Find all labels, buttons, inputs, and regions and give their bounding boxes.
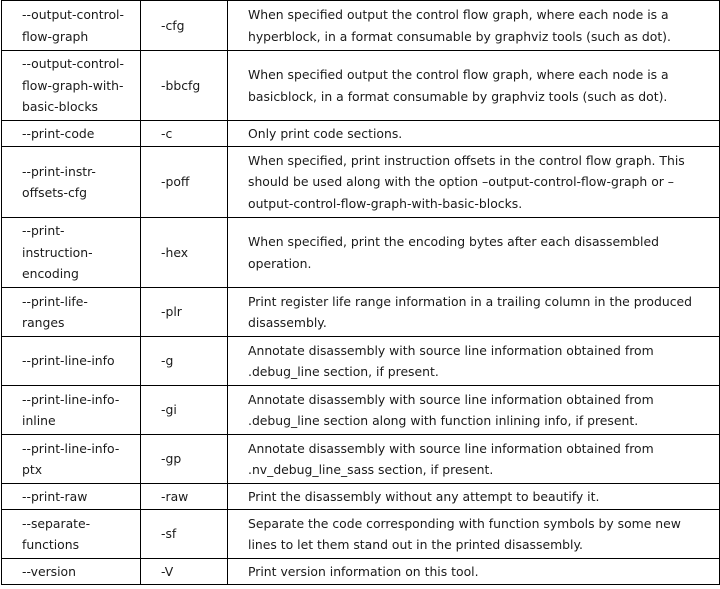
table-row (2, 435, 720, 484)
option-name: --print-life-ranges (2, 288, 141, 337)
table-row (2, 559, 720, 585)
option-description: Annotate disassembly with source line information obtained from .nv_debug_line_sass section, if present. (228, 435, 720, 484)
option-name: --separate-functions (2, 510, 141, 559)
option-short: -V (141, 559, 228, 585)
table-row (2, 147, 720, 218)
options-table (1, 0, 720, 585)
option-description: When specified output the control flow graph, where each node is a hyperblock, in a format consumable by graphviz tools (such as dot). (228, 1, 720, 51)
option-name: --print-raw (2, 484, 141, 510)
option-description: Print version information on this tool. (228, 559, 720, 585)
option-name: --version (2, 559, 141, 585)
option-name: --print-instr-offsets-cfg (2, 147, 141, 218)
option-short: -sf (141, 510, 228, 559)
option-short: -gp (141, 435, 228, 484)
option-short: -gi (141, 386, 228, 435)
options-table-body (2, 1, 720, 585)
option-description: Separate the code corresponding with function symbols by some new lines to let them stand out in the printed disassembly. (228, 510, 720, 559)
table-row (2, 484, 720, 510)
option-short: -c (141, 121, 228, 147)
option-short: -poff (141, 147, 228, 218)
table-row (2, 288, 720, 337)
option-name: --print-instruction-encoding (2, 218, 141, 288)
table-row (2, 1, 720, 51)
option-name: --output-control-flow-graph-with-basic-blocks (2, 51, 141, 121)
option-name: --output-control-flow-graph (2, 1, 141, 51)
table-row (2, 386, 720, 435)
option-description: Annotate disassembly with source line information obtained from .debug_line section along with function inlining info, if present. (228, 386, 720, 435)
option-short: -hex (141, 218, 228, 288)
option-description: When specified, print instruction offsets in the control flow graph. This should be used along with the option –output-control-flow-graph or –output-control-flow-graph-with-basic-blocks. (228, 147, 720, 218)
option-short: -raw (141, 484, 228, 510)
table-row (2, 218, 720, 288)
option-description: When specified, print the encoding bytes after each disassembled operation. (228, 218, 720, 288)
option-name: --print-line-info-inline (2, 386, 141, 435)
option-description: Only print code sections. (228, 121, 720, 147)
option-name: --print-code (2, 121, 141, 147)
table-row (2, 337, 720, 386)
option-name: --print-line-info (2, 337, 141, 386)
table-row (2, 51, 720, 121)
option-short: -g (141, 337, 228, 386)
option-description: Print register life range information in a trailing column in the produced disassembly. (228, 288, 720, 337)
option-short: -bbcfg (141, 51, 228, 121)
option-short: -cfg (141, 1, 228, 51)
table-row (2, 121, 720, 147)
table-row (2, 510, 720, 559)
option-description: Print the disassembly without any attempt to beautify it. (228, 484, 720, 510)
option-name: --print-line-info-ptx (2, 435, 141, 484)
option-short: -plr (141, 288, 228, 337)
option-description: Annotate disassembly with source line information obtained from .debug_line section, if present. (228, 337, 720, 386)
option-description: When specified output the control flow graph, where each node is a basicblock, in a format consumable by graphviz tools (such as dot). (228, 51, 720, 121)
